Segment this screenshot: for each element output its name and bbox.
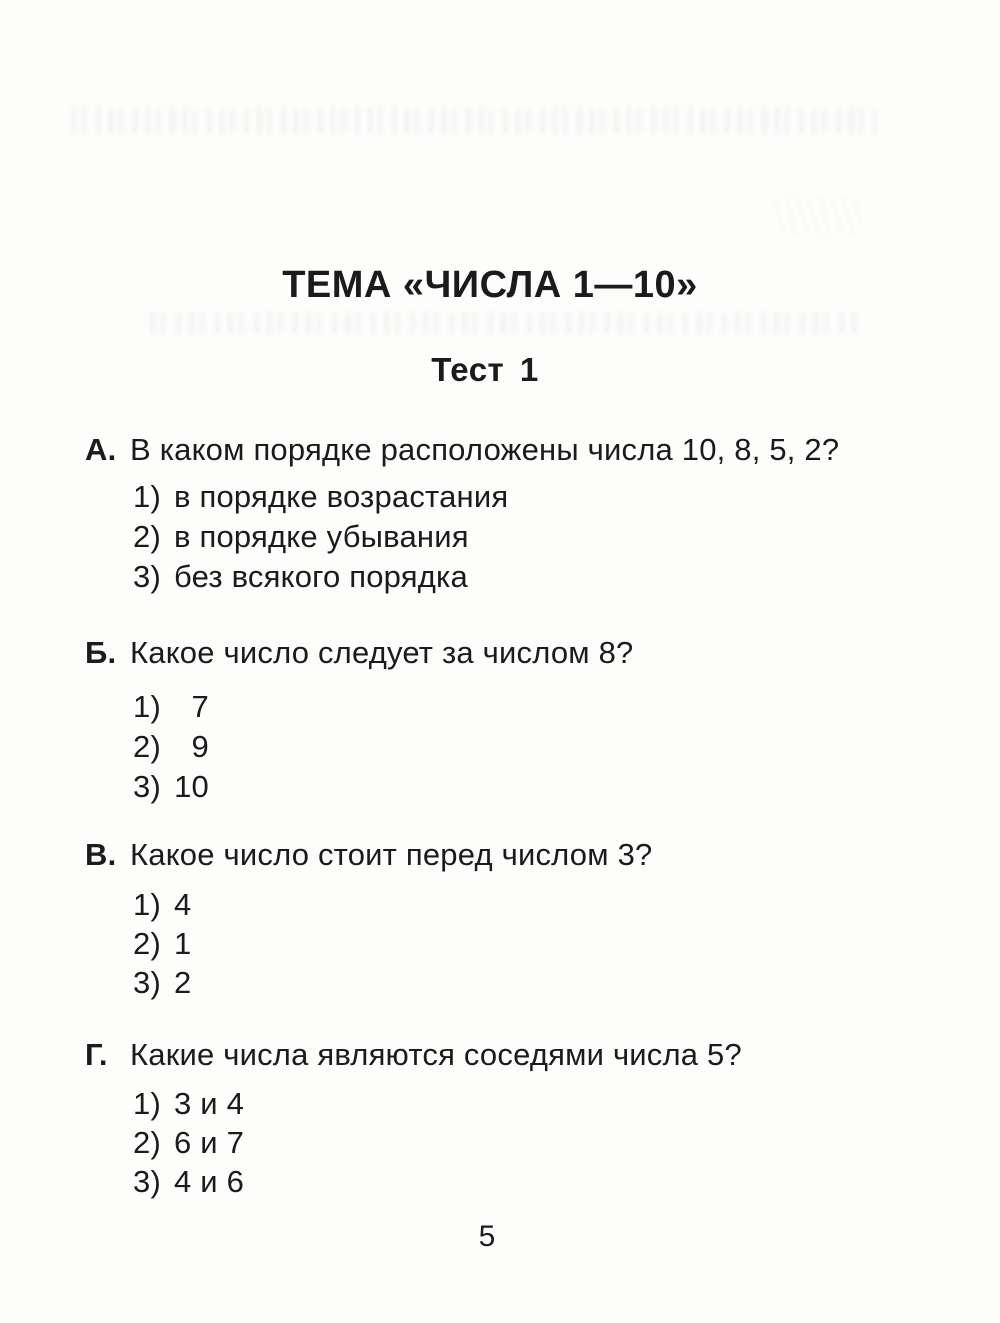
answer-option	[133, 520, 508, 560]
answer-option	[133, 927, 191, 966]
question-g-text: Какие числа являются соседями числа 5?	[130, 1037, 742, 1072]
answer-option	[133, 1165, 244, 1204]
question-v	[85, 838, 652, 872]
question-b	[85, 636, 634, 670]
bleed-through-artifact	[772, 196, 862, 236]
question-a-options	[133, 480, 508, 600]
question-g-label: Г.	[85, 1037, 108, 1072]
question-g-options	[133, 1087, 244, 1204]
option-text: 3 и 4	[174, 1086, 245, 1121]
bleed-through-artifact	[150, 312, 862, 334]
option-number: 1)	[133, 689, 161, 724]
option-number: 1)	[133, 1086, 161, 1121]
test-number-heading: Тест 1	[431, 351, 539, 388]
option-text: 2	[174, 965, 192, 1000]
question-a	[85, 433, 839, 467]
answer-option	[133, 690, 209, 730]
question-v-options	[133, 888, 191, 1005]
answer-option	[133, 480, 508, 520]
option-text: без всякого порядка	[174, 559, 468, 594]
answer-option	[133, 560, 508, 600]
option-number: 3)	[133, 965, 161, 1000]
option-text: 4	[174, 887, 192, 922]
answer-option	[133, 770, 209, 810]
option-text: в порядке возрастания	[174, 479, 509, 514]
answer-option	[133, 966, 191, 1005]
answer-option	[133, 888, 191, 927]
option-number: 2)	[133, 519, 161, 554]
option-number: 3)	[133, 769, 161, 804]
answer-option	[133, 1087, 244, 1126]
option-text: 4 и 6	[174, 1164, 245, 1199]
question-b-label: Б.	[85, 635, 117, 670]
option-number: 3)	[133, 1164, 161, 1199]
option-text: 10	[174, 769, 209, 804]
bleed-through-artifact	[72, 108, 876, 134]
question-b-text: Какое число следует за числом 8?	[130, 635, 634, 670]
option-number: 1)	[133, 479, 161, 514]
question-v-label: В.	[85, 837, 117, 872]
question-a-text: В каком порядке расположены числа 10, 8, 5, 2?	[130, 432, 840, 467]
option-number: 2)	[133, 729, 161, 764]
option-text: 1	[174, 926, 192, 961]
option-text: в порядке убывания	[174, 519, 469, 554]
option-text: 7	[191, 689, 209, 724]
option-number: 2)	[133, 1125, 161, 1160]
option-number: 3)	[133, 559, 161, 594]
option-text: 9	[191, 729, 209, 764]
question-b-options	[133, 690, 209, 810]
option-number: 1)	[133, 887, 161, 922]
answer-option	[133, 730, 209, 770]
question-g	[85, 1038, 742, 1072]
page-number: 5	[478, 1220, 496, 1253]
option-number: 2)	[133, 926, 161, 961]
question-v-text: Какое число стоит перед числом 3?	[130, 837, 653, 872]
question-a-label: А.	[85, 432, 117, 467]
answer-option	[133, 1126, 244, 1165]
option-text: 6 и 7	[174, 1125, 245, 1160]
page-title: ТЕМА «ЧИСЛА 1—10»	[282, 264, 698, 306]
